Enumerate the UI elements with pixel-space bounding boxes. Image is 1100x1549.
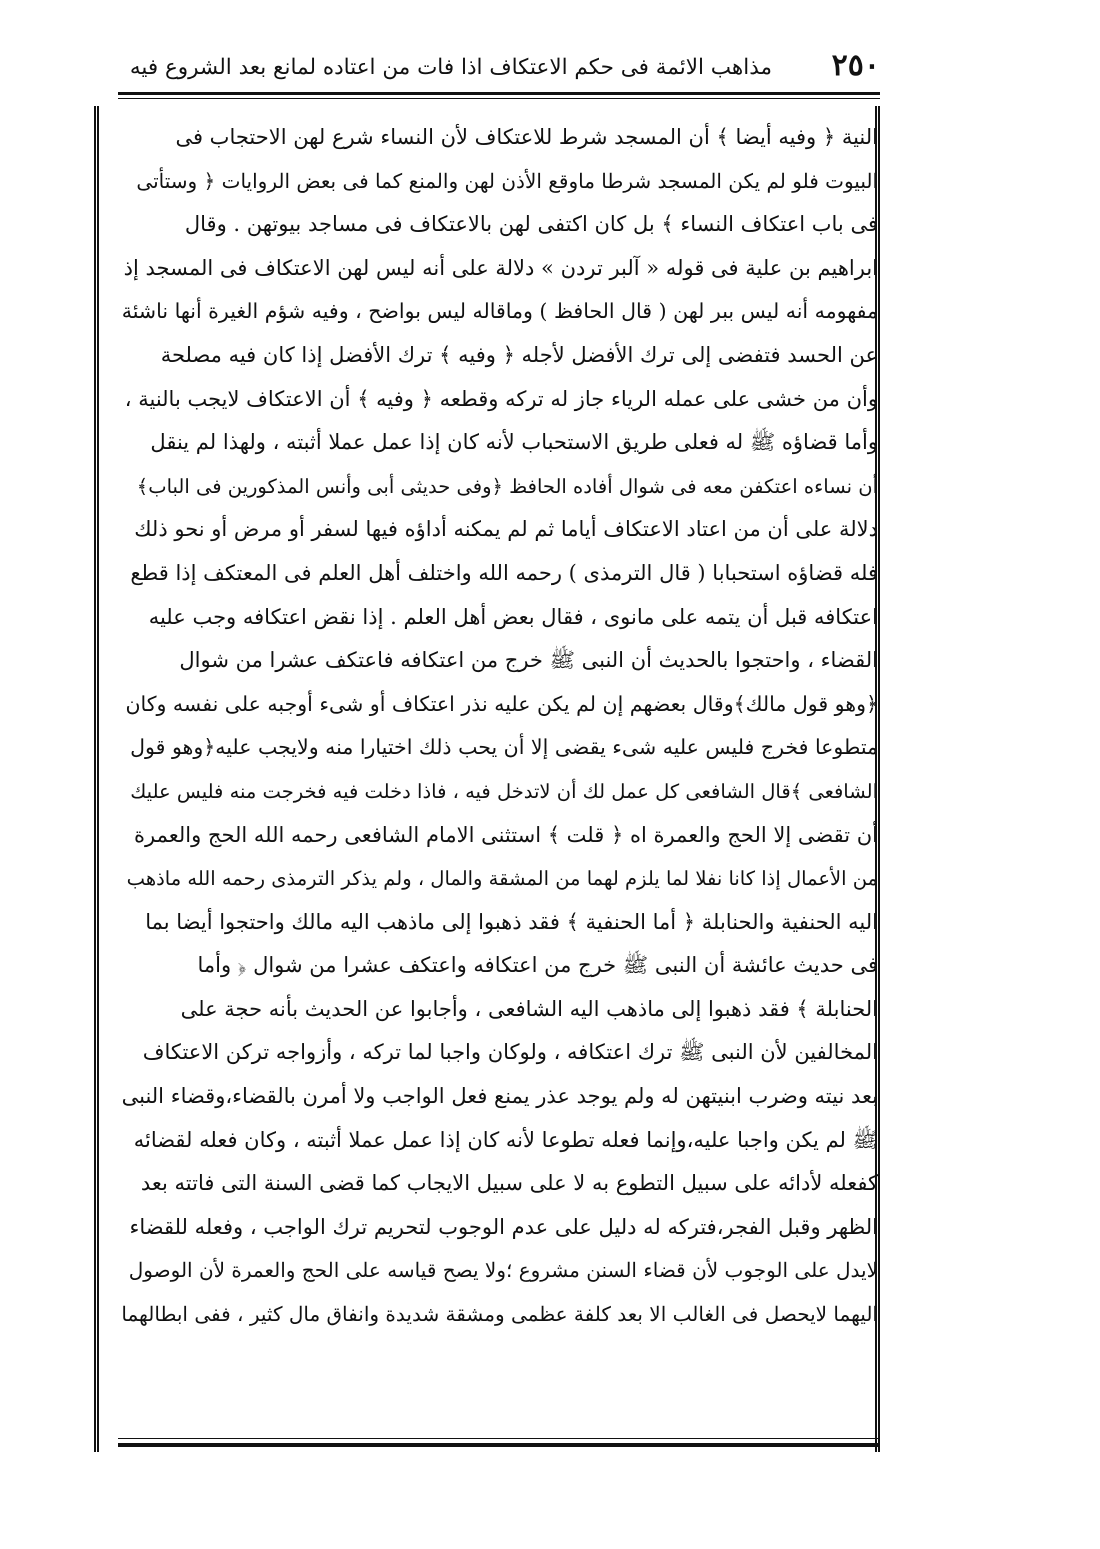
- text-line: مفهومه أنه ليس ببر لهن ( قال الحافظ ) وماقاله ليس بواضح ، وفيه شؤم الغيرة أنها ناشئة: [121, 299, 878, 324]
- page-number: ٢٥٠: [831, 48, 880, 83]
- header-rule-thin: [118, 98, 880, 99]
- running-title: مذاهب الائمة فى حكم الاعتكاف اذا فات من اعتاده لمانع بعد الشروع فيه: [129, 55, 772, 80]
- footer-rule-thick: [118, 1443, 880, 1447]
- text-line: البيوت فلو لم يكن المسجد شرطا ماوقع الأذن لهن والمنع كما فى بعض الروايات ﴿ وستأتى: [136, 168, 878, 193]
- text-line: فى باب اعتكاف النساء ﴾ بل كان اكتفى لهن بالاعتكاف فى مساجد بيوتهن . وقال: [184, 212, 878, 237]
- text-line: كفعله لأدائه على سبيل التطوع به لا على سبيل الايجاب كما قضى السنة التى فاتته بعد: [140, 1171, 878, 1196]
- text-line: القضاء ، واحتجوا بالحديث أن النبى ﷺ خرج من اعتكافه فاعتكف عشرا من شوال: [179, 648, 878, 673]
- text-line: أن تقضى إلا الحج والعمرة اه ﴿ قلت ﴾ استثنى الامام الشافعى رحمه الله الحج والعمرة: [133, 822, 878, 847]
- text-line: من الأعمال إذا كانا نفلا لما يلزم لهما من المشقة والمال ، ولم يذكر الترمذى رحمه الله ماذهب: [126, 867, 878, 891]
- text-line: الحنابلة ﴾ فقد ذهبوا إلى ماذهب اليه الشافعى ، وأجابوا عن الحديث بأنه حجة على: [180, 996, 878, 1021]
- text-line: اليهما لايحصل فى الغالب الا بعد كلفة عظمى ومشقة شديدة وانفاق مال كثير ، ففى ابطالهما: [121, 1302, 878, 1327]
- text-line: النية ﴿ وفيه أيضا ﴾ أن المسجد شرط للاعتكاف لأن النساء شرع لهن الاحتجاب فى: [175, 125, 878, 149]
- text-line: دلالة على أن من اعتاد الاعتكاف أياما ثم لم يمكنه أداؤه فيها لسفر أو مرض أو نحو ذلك: [134, 517, 878, 542]
- text-line: ابراهيم بن علية فى قوله « آلبر تردن » دلالة على أنه ليس لهن الاعتكاف فى المسجد إذ: [123, 255, 878, 280]
- text-line: فله قضاؤه استحبابا ( قال الترمذى ) رحمه الله واختلف أهل العلم فى المعتكف إذا قطع: [130, 560, 878, 585]
- text-line: اليه الحنفية والحنابلة ﴿ أما الحنفية ﴾ فقد ذهبوا إلى ماذهب اليه مالك واحتجوا أيضا بما: [145, 909, 878, 934]
- text-line: ﷺ لم يكن واجبا عليه،وإنما فعله تطوعا لأنه كان إذا عمل عملا أثبته ، وكان فعله لقضائه: [133, 1127, 878, 1152]
- text-line: وأن من خشى على عمله الرياء جاز له تركه وقطعه ﴿ وفيه ﴾ أن الاعتكاف لايجب بالنية ،: [124, 386, 878, 411]
- body-text: [120, 116, 878, 1337]
- footer-rule-thin: [118, 1438, 880, 1439]
- text-line: الشافعى ﴾قال الشافعى كل عمل لك أن لاتدخل فيه ، فاذا دخلت فيه فخرجت منه فليس عليك: [130, 779, 878, 803]
- header-rule-thick: [118, 92, 880, 95]
- text-line: لايدل على الوجوب لأن قضاء السنن مشروع ؛ولا يصح قياسه على الحج والعمرة لأن الوصول: [128, 1258, 878, 1283]
- text-line: أن نساءه اعتكفن معه فى شوال أفاده الحافظ ﴿وفى حديثى أبى وأنس المذكورين فى الباب﴾: [136, 474, 878, 498]
- text-line: عن الحسد فتفضى إلى ترك الأفضل لأجله ﴿ وفيه ﴾ ترك الأفضل إذا كان فيه مصلحة: [160, 342, 878, 367]
- text-line: المخالفين لأن النبى ﷺ ترك اعتكافه ، ولوكان واجبا لما تركه ، وأزواجه تركن الاعتكاف: [142, 1040, 878, 1065]
- text-line: وأما قضاؤه ﷺ له فعلى طريق الاستحباب لأنه كان إذا عمل عملا أثبته ، ولهذا لم ينقل: [150, 430, 878, 455]
- text-line: متطوعا فخرج فليس عليه شىء يقضى إلا أن يحب ذلك اختيارا منه ولايجب عليه﴿وهو قول: [130, 735, 878, 760]
- text-line: اعتكافه قبل أن يتمه على مانوى ، فقال بعض أهل العلم . إذا نقض اعتكافه وجب عليه: [148, 604, 878, 629]
- text-line: ﴿وهو قول مالك﴾وقال بعضهم إن لم يكن عليه نذر اعتكاف أو شىء أوجبه على نفسه وكان: [125, 691, 878, 716]
- text-line: بعد نيته وضرب ابنيتهن له ولم يوجد عذر يمنع فعل الواجب ولا أمرن بالقضاء،وقضاء النبى: [121, 1084, 878, 1109]
- page-header: [118, 44, 880, 94]
- text-line: فى حديث عائشة أن النبى ﷺ خرج من اعتكافه واعتكف عشرا من شوال ﴿ وأما: [197, 953, 878, 978]
- text-line: الظهر وقبل الفجر،فتركه له دليل على عدم الوجوب لتحريم ترك الواجب ، وفعله للقضاء: [129, 1214, 878, 1239]
